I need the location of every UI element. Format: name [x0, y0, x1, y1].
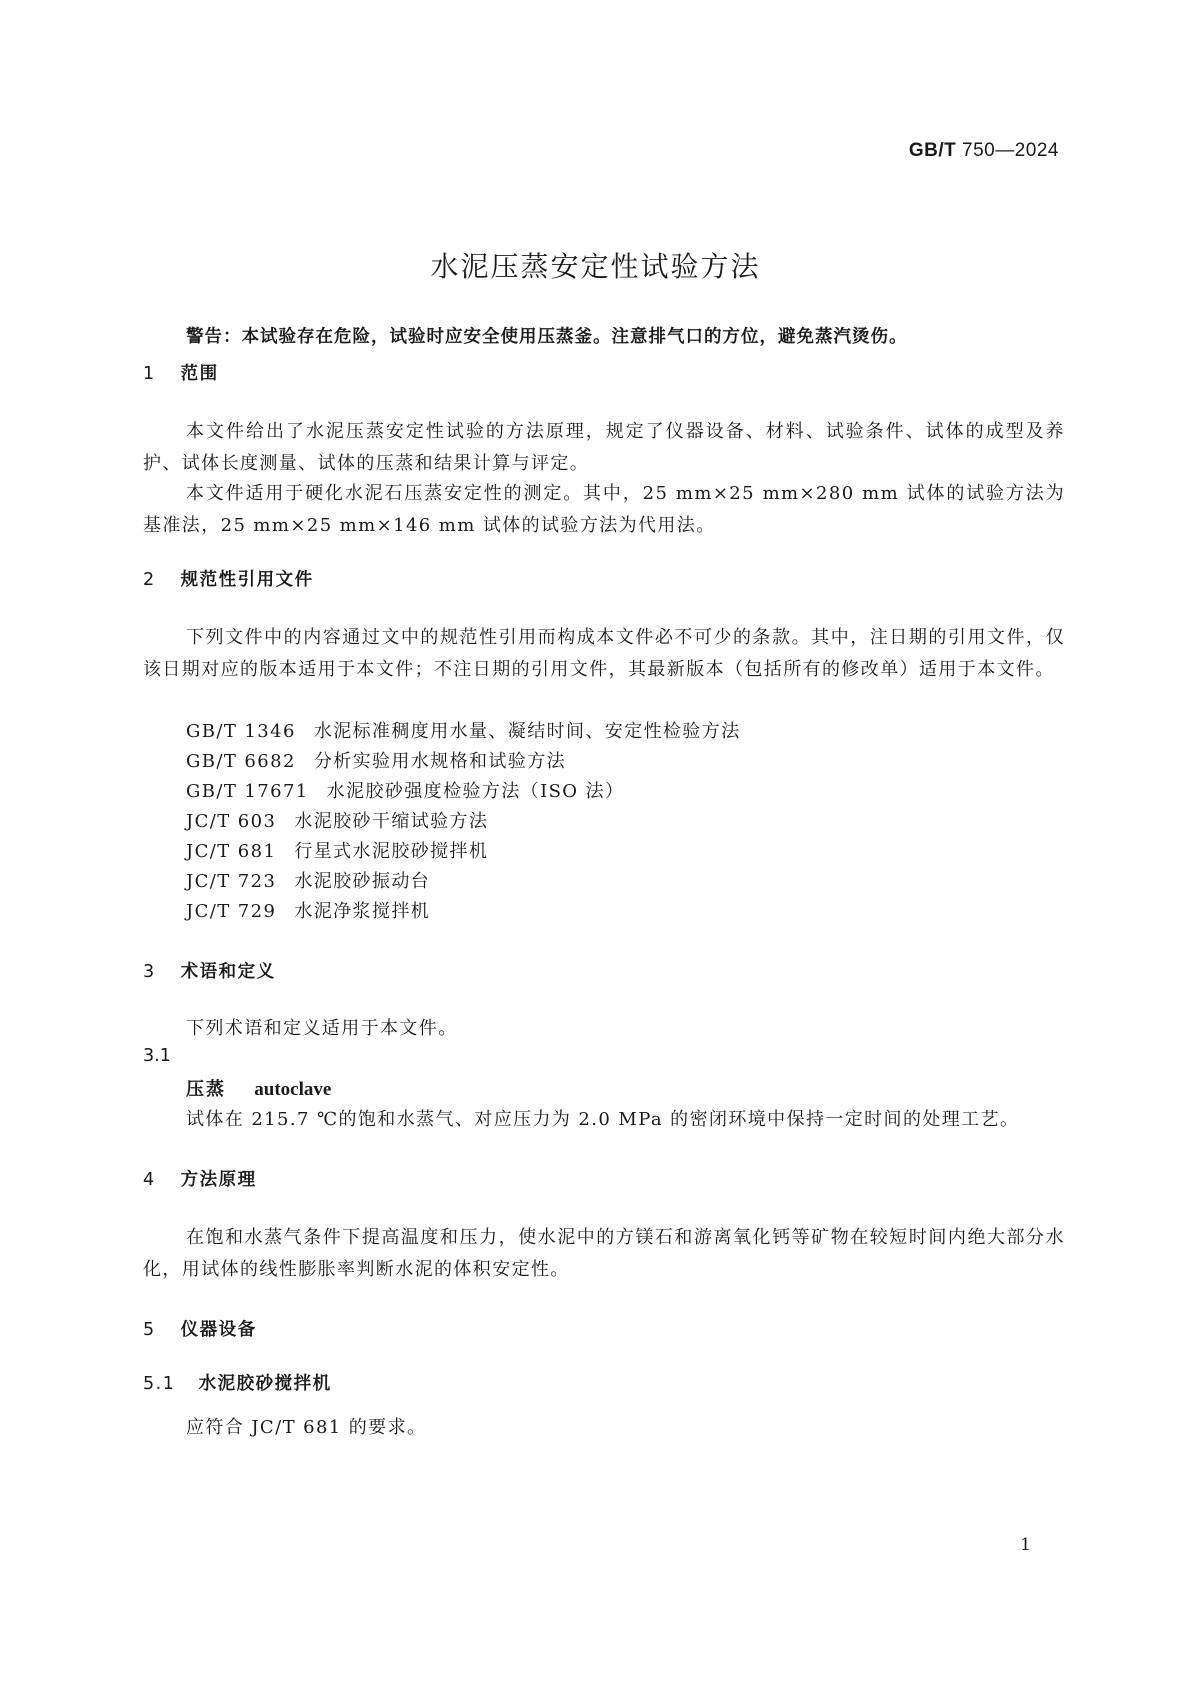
reference-code: GB/T 17671: [186, 781, 309, 802]
page-number: 1: [1020, 1535, 1031, 1555]
standard-code-prefix: GB/T: [908, 140, 957, 161]
section-1-paragraph-1: 本文件给出了水泥压蒸安定性试验的方法原理，规定了仪器设备、材料、试验条件、试体的成型及养护、试体长度测量、试体的压蒸和结果计算与评定。: [143, 421, 1065, 474]
section-1-paragraph-2: 本文件适用于硬化水泥石压蒸安定性的测定。其中，25 mm×25 mm×280 mm 试体的试验方法为基准法，25 mm×25 mm×146 mm 试体的试验方法为代用法。: [143, 483, 1065, 536]
section-2-paragraph-1: 下列文件中的内容通过文中的规范性引用而构成本文件必不可少的条款。其中，注日期的引用文件，仅该日期对应的版本适用于本文件；不注日期的引用文件，其最新版本（包括所有的修改单）适用于本文件。: [143, 627, 1065, 680]
section-4-paragraph-1: 在饱和水蒸气条件下提高温度和压力，使水泥中的方镁石和游离氧化钙等矿物在较短时间内绝大部分水化，用试体的线性膨胀率判断水泥的体积安定性。: [143, 1227, 1065, 1280]
section-1-heading: [143, 360, 219, 385]
section-4-number: 4: [143, 1170, 156, 1190]
reference-item: [186, 777, 624, 803]
section-4-heading: [143, 1166, 257, 1191]
reference-code: JC/T 723: [186, 871, 277, 892]
term-english: autoclave: [254, 1079, 332, 1100]
section-4-title: 方法原理: [180, 1170, 257, 1190]
section-3-paragraph-1: 下列术语和定义适用于本文件。: [186, 1018, 458, 1039]
reference-title: 水泥胶砂振动台: [294, 871, 431, 892]
document-title: 水泥压蒸安定性试验方法: [430, 250, 761, 283]
term-heading: [186, 1075, 331, 1101]
subsection-5-1-number: 5.1: [143, 1374, 176, 1394]
reference-code: GB/T 1346: [186, 721, 296, 742]
term-number: 3.1: [143, 1046, 171, 1066]
subsection-5-1-text: 应符合 JC/T 681 的要求。: [186, 1417, 427, 1438]
reference-code: JC/T 729: [186, 901, 277, 922]
reference-title: 行星式水泥胶砂搅拌机: [294, 841, 489, 862]
standard-code-header: [909, 140, 1059, 162]
reference-title: 水泥胶砂干缩试验方法: [294, 811, 489, 832]
safety-warning: 警告：本试验存在危险，试验时应安全使用压蒸釜。注意排气口的方位，避免蒸汽烫伤。: [186, 327, 908, 347]
section-2-heading: [143, 566, 314, 591]
section-1-number: 1: [143, 364, 156, 384]
term-definition: 试体在 215.7 ℃的饱和水蒸气、对应压力为 2.0 MPa 的密闭环境中保持一定时间的处理工艺。: [186, 1109, 1020, 1130]
section-5-heading: [143, 1316, 257, 1341]
reference-item: [186, 897, 430, 923]
reference-item: [186, 747, 566, 773]
reference-title: 水泥净浆搅拌机: [294, 901, 431, 922]
term-chinese: 压蒸: [186, 1079, 226, 1100]
reference-item: [186, 837, 488, 863]
reference-code: GB/T 6682: [186, 751, 296, 772]
subsection-5-1-heading: [143, 1370, 332, 1395]
reference-code: JC/T 603: [186, 811, 277, 832]
reference-item: [186, 807, 488, 833]
section-3-title: 术语和定义: [180, 962, 276, 982]
reference-item: [186, 717, 741, 743]
section-1-title: 范围: [180, 364, 219, 384]
reference-item: [186, 867, 430, 893]
section-5-number: 5: [143, 1320, 156, 1340]
section-5-title: 仪器设备: [180, 1320, 257, 1340]
reference-code: JC/T 681: [186, 841, 277, 862]
standard-code-number: 750—2024: [962, 140, 1059, 161]
section-2-number: 2: [143, 570, 156, 590]
section-3-number: 3: [143, 962, 156, 982]
reference-title: 分析实验用水规格和试验方法: [313, 751, 567, 772]
subsection-5-1-title: 水泥胶砂搅拌机: [198, 1374, 332, 1394]
section-2-title: 规范性引用文件: [180, 570, 314, 590]
reference-title: 水泥胶砂强度检验方法（ISO 法）: [326, 781, 625, 802]
section-3-heading: [143, 958, 276, 983]
reference-title: 水泥标准稠度用水量、凝结时间、安定性检验方法: [313, 721, 741, 742]
